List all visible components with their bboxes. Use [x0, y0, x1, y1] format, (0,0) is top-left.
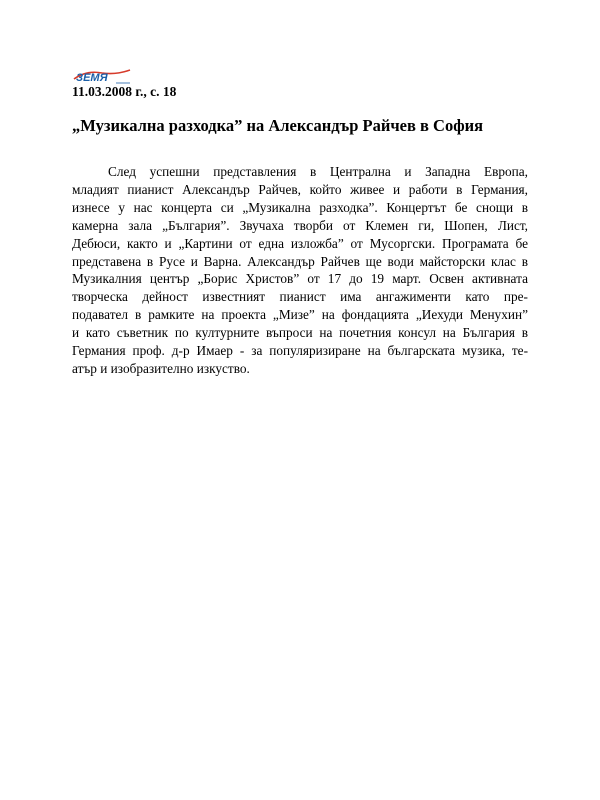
article-line: творческа дейност известният пианист има ангажименти като пре- — [72, 289, 528, 305]
article-line: и като съветник по културните въпроси на почетния консул на България в — [72, 325, 528, 341]
logo-text: ЗЕМЯ — [76, 72, 108, 84]
article-line: подавател в рамките на проекта „Мизе” на фондацията „Иехуди Менухин” — [72, 307, 528, 323]
date-issue: 11.03.2008 г., с. 18 — [72, 84, 177, 99]
article-line: камерна зала „България”. Звучаха творби от Клемен ги, Шопен, Лист, — [72, 217, 528, 233]
article-line: Германия проф. д-р Имаер - за популяризиране на българската музика, те- — [72, 343, 528, 359]
article-line: Дебюси, както и „Картини от една изложба” от Мусоргски. Програмата бе — [72, 235, 528, 251]
article-line: След успешни представления в Централна и Западна Европа, — [108, 164, 528, 179]
article-line: атър и изобразително изкуство. — [72, 360, 250, 376]
article-body — [72, 163, 528, 378]
publication-logo — [72, 66, 132, 86]
article-line: представена в Русе и Варна. Александър Райчев ще води майсторски клас в — [72, 253, 528, 269]
article-line: младият пианист Александър Райчев, който живее и работи в Германия, — [72, 181, 528, 197]
article-line: изнесе у нас концерта си „Музикална разходка”. Концертът бе снощи в — [72, 199, 528, 215]
article-title: „Музикална разходка” на Александър Райчев в София — [72, 116, 484, 135]
article-line: Музикалния център „Борис Христов” от 17 до 19 март. Освен активната — [72, 271, 528, 287]
